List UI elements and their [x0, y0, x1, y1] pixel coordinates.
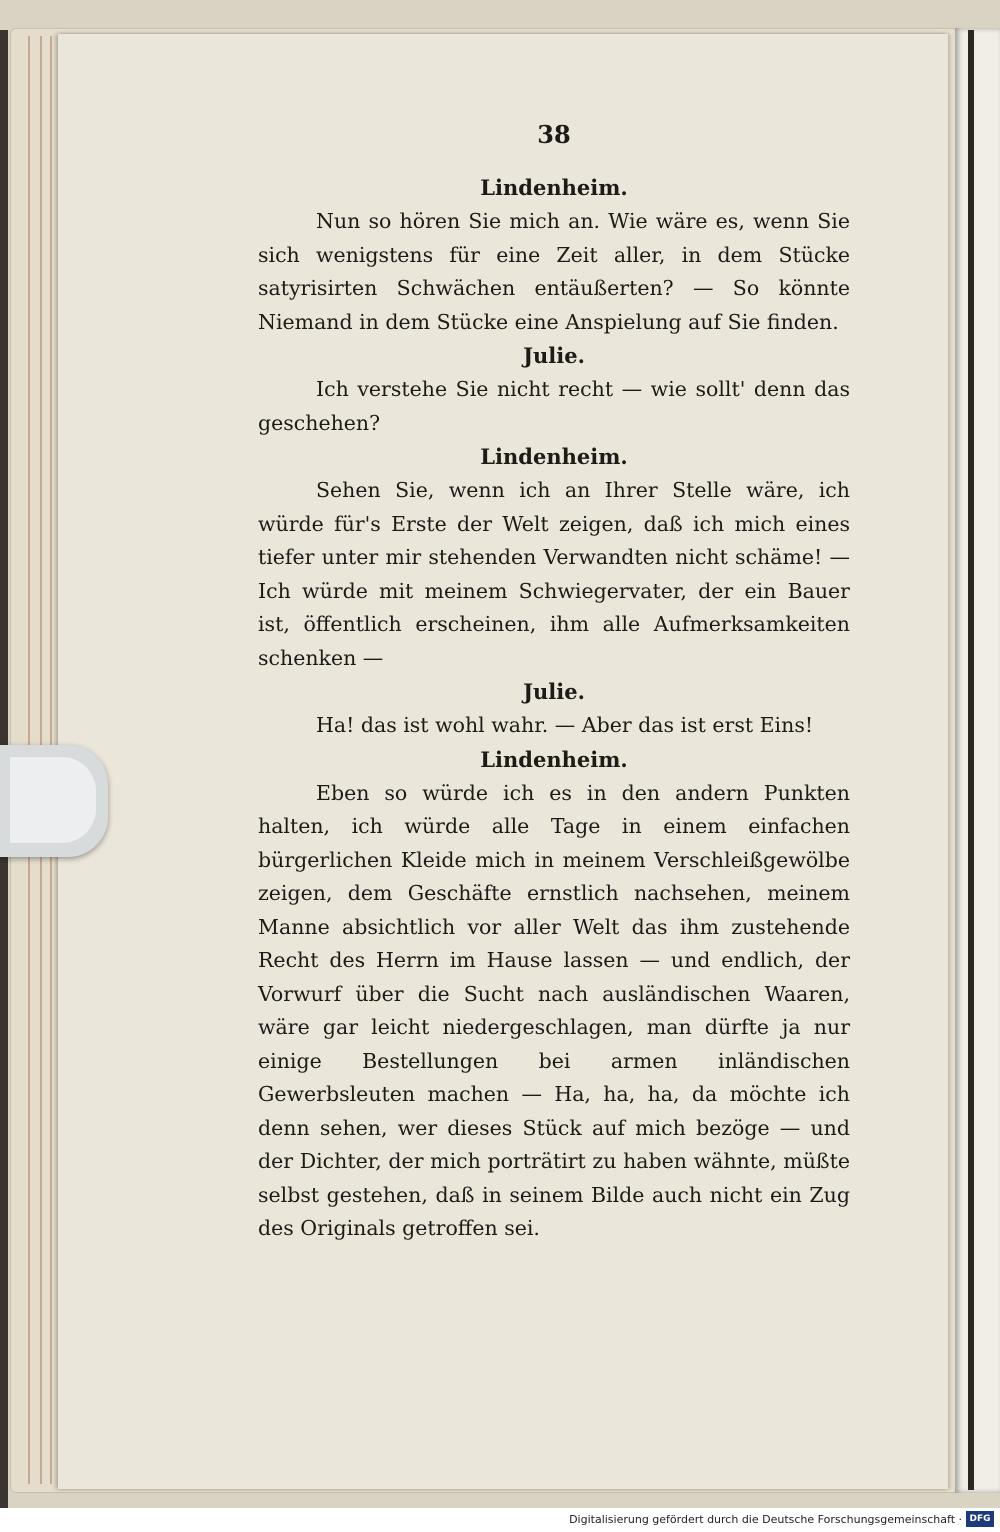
dialogue-paragraph: Ich verstehe Sie nicht recht — wie sollt' denn das geschehen?	[258, 377, 850, 435]
speaker-name: Julie.	[523, 343, 585, 368]
dialogue-paragraph: Ha! das ist wohl wahr. — Aber das ist erst Eins!	[316, 713, 814, 737]
speaker-name: Lindenheim.	[480, 746, 628, 772]
footer-bar	[0, 1508, 1000, 1532]
page-text	[258, 120, 850, 1246]
dfg-logo: DFG	[966, 1511, 994, 1527]
page-clip-tab-inner	[10, 757, 96, 843]
page-clip-tab	[0, 745, 108, 857]
page-number: 38	[537, 120, 571, 149]
gutter-shadow	[968, 30, 974, 1490]
speaker-name: Lindenheim.	[480, 444, 628, 469]
dialogue-paragraph: Sehen Sie, wenn ich an Ihrer Stelle wäre, ich würde für's Erste der Welt zeigen, daß ich mich eines tiefer unter mir stehenden Verwandten nicht schäme! — Ich würde mit meinem Schwiegervater, der ein Bauer ist, öffentlich erscheinen, ihm alle Aufmerksamkeiten schenken —	[258, 478, 850, 670]
dialogue-paragraph: Nun so hören Sie mich an. Wie wäre es, wenn Sie sich wenigstens für eine Zeit aller, in dem Stücke satyrisirten Schwächen entäußerten? — So könnte Niemand in dem Stücke eine Anspielung auf Sie finden.	[258, 209, 850, 334]
facing-page	[955, 28, 1000, 1493]
text-blocks	[258, 171, 850, 1246]
speaker-name: Lindenheim.	[480, 175, 628, 200]
dialogue-paragraph: Eben so würde ich es in den andern Punkten halten, ich würde alle Tage in einem einfachen bürgerlichen Kleide mich in meinem Verschleißgewölbe zeigen, dem Geschäfte ernstlich nachsehen, meinem Manne absichtlich vor aller Welt das ihm zustehende Recht des Herrn im Hause lassen — und endlich, der Vorwurf über die Sucht nach ausländischen Waaren, wäre gar leicht niedergeschlagen, man dürfte ja nur einige Bestellungen bei armen inländischen Gewerbsleuten machen — Ha, ha, ha, da möchte ich denn sehen, wer dieses Stück auf mich bezöge — und der Dichter, der mich porträtirt zu haben wähnte, müßte selbst gestehen, daß in seinem Bilde auch nicht ein Zug des Originals getroffen sei.	[258, 780, 850, 1240]
speaker-name: Julie.	[523, 679, 585, 704]
footer-credit: Digitalisierung gefördert durch die Deutsche Forschungsgemeinschaft ·	[569, 1513, 962, 1526]
